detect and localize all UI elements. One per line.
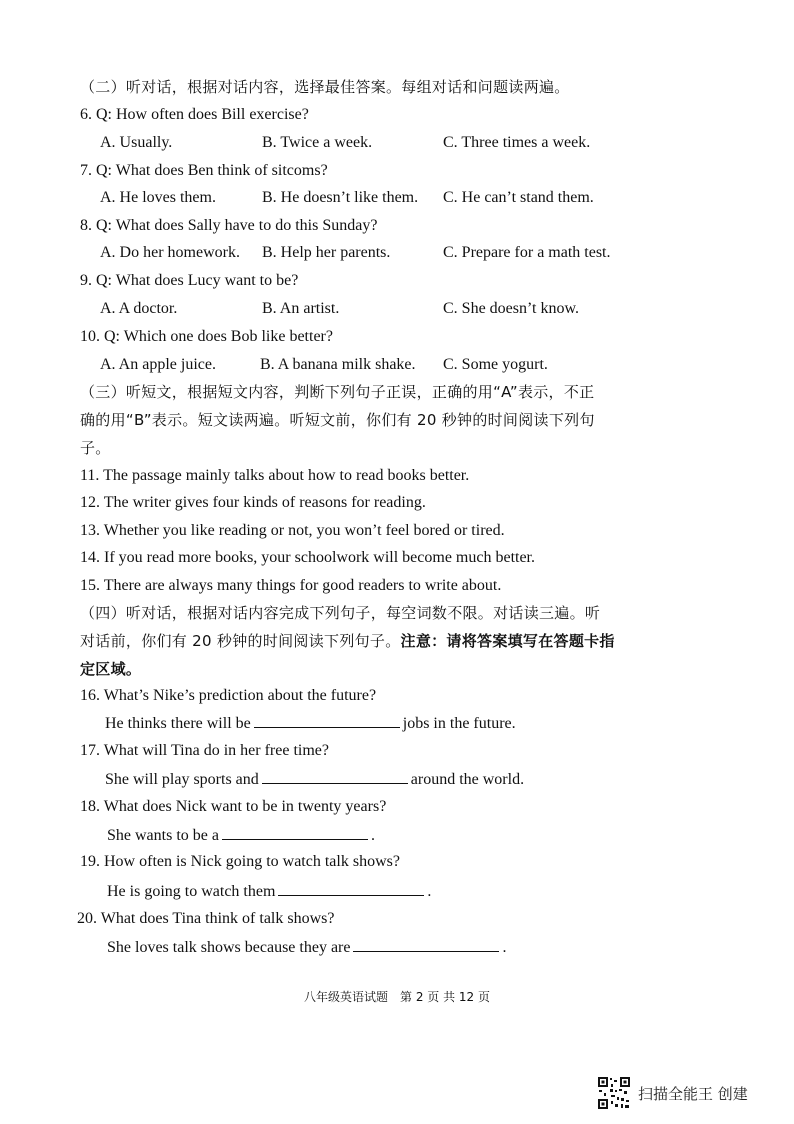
q18-answer-line <box>107 825 375 846</box>
statement-12: 12. The writer gives four kinds of reasons for reading. <box>80 494 426 511</box>
question-16: 16. What’s Nike’s prediction about the future? <box>80 687 377 704</box>
q10-option-a: A. An apple juice. <box>100 356 216 373</box>
q7-option-b: B. He doesn’t like them. <box>262 189 419 206</box>
statement-13: 13. Whether you like reading or not, you won’t feel bored or tired. <box>80 522 505 539</box>
section4-header-line2 <box>80 631 615 651</box>
q17-suffix: around the world. <box>410 771 525 788</box>
q6-option-c: C. Three times a week. <box>443 134 591 151</box>
question-19: 19. How often is Nick going to watch talk shows? <box>80 853 400 870</box>
question-10: 10. Q: Which one does Bob like better? <box>80 328 333 345</box>
q17-prefix: She will play sports and <box>105 771 259 788</box>
statement-14: 14. If you read more books, your schoolwork will become much better. <box>80 549 535 566</box>
q20-prefix: She loves talk shows because they are <box>107 939 351 956</box>
q7-option-a: A. He loves them. <box>100 189 216 206</box>
question-18: 18. What does Nick want to be in twenty years? <box>80 798 387 815</box>
section3-header-line1: （三）听短文，根据短文内容，判断下列句子正误，正确的用“A”表示，不正 <box>80 383 595 401</box>
q9-option-b: B. An artist. <box>262 300 340 317</box>
q19-prefix: He is going to watch them <box>107 883 276 900</box>
section4-header-line1: （四）听对话，根据对话内容完成下列句子，每空词数不限。对话读三遍。听 <box>80 604 601 622</box>
q17-answer-line <box>105 769 524 790</box>
qr-code-icon <box>597 1076 631 1110</box>
q20-answer-line <box>107 937 506 958</box>
section4-header-line3: 定区域。 <box>80 660 142 678</box>
q19-answer-line <box>107 881 431 902</box>
question-9: 9. Q: What does Lucy want to be? <box>80 272 299 289</box>
q18-prefix: She wants to be a <box>107 827 219 844</box>
q9-option-c: C. She doesn’t know. <box>443 300 579 317</box>
q16-answer-line <box>105 713 516 734</box>
section2-header: （二）听对话，根据对话内容，选择最佳答案。每组对话和问题读两遍。 <box>80 78 570 96</box>
q10-option-c: C. Some yogurt. <box>443 356 548 373</box>
question-8: 8. Q: What does Sally have to do this Sunday? <box>80 217 378 234</box>
scanner-brand-label: 扫描全能王 创建 <box>638 1085 748 1103</box>
q7-option-c: C. He can’t stand them. <box>443 189 594 206</box>
q19-suffix: . <box>427 883 432 900</box>
q16-prefix: He thinks there will be <box>105 715 251 732</box>
statement-15: 15. There are always many things for good readers to write about. <box>80 577 502 594</box>
section3-header-line2: 确的用“B”表示。短文读两遍。听短文前，你们有 20 秒钟的时间阅读下列句 <box>80 411 595 429</box>
section4-header-line2-text: 对话前，你们有 20 秒钟的时间阅读下列句子。 <box>80 632 401 650</box>
q16-blank[interactable] <box>254 713 400 728</box>
q8-option-c: C. Prepare for a math test. <box>443 244 611 261</box>
q6-option-b: B. Twice a week. <box>262 134 373 151</box>
q16-suffix: jobs in the future. <box>402 715 516 732</box>
page-footer: 八年级英语试题 第 2 页 共 12 页 <box>304 990 490 1004</box>
q9-option-a: A. A doctor. <box>100 300 178 317</box>
q8-option-a: A. Do her homework. <box>100 244 240 261</box>
question-7: 7. Q: What does Ben think of sitcoms? <box>80 162 328 179</box>
q6-option-a: A. Usually. <box>100 134 173 151</box>
q19-blank[interactable] <box>278 881 424 896</box>
section3-header-line3: 子。 <box>80 439 111 457</box>
question-20: 20. What does Tina think of talk shows? <box>77 910 335 927</box>
q18-blank[interactable] <box>222 825 368 840</box>
q8-option-b: B. Help her parents. <box>262 244 391 261</box>
question-6: 6. Q: How often does Bill exercise? <box>80 106 309 123</box>
question-17: 17. What will Tina do in her free time? <box>80 742 329 759</box>
q20-blank[interactable] <box>353 937 499 952</box>
q10-option-b: B. A banana milk shake. <box>260 356 416 373</box>
section4-notice: 注意：请将答案填写在答题卡指 <box>400 632 615 650</box>
q18-suffix: . <box>370 827 375 844</box>
statement-11: 11. The passage mainly talks about how to read books better. <box>80 467 470 484</box>
q20-suffix: . <box>502 939 507 956</box>
q17-blank[interactable] <box>262 769 408 784</box>
